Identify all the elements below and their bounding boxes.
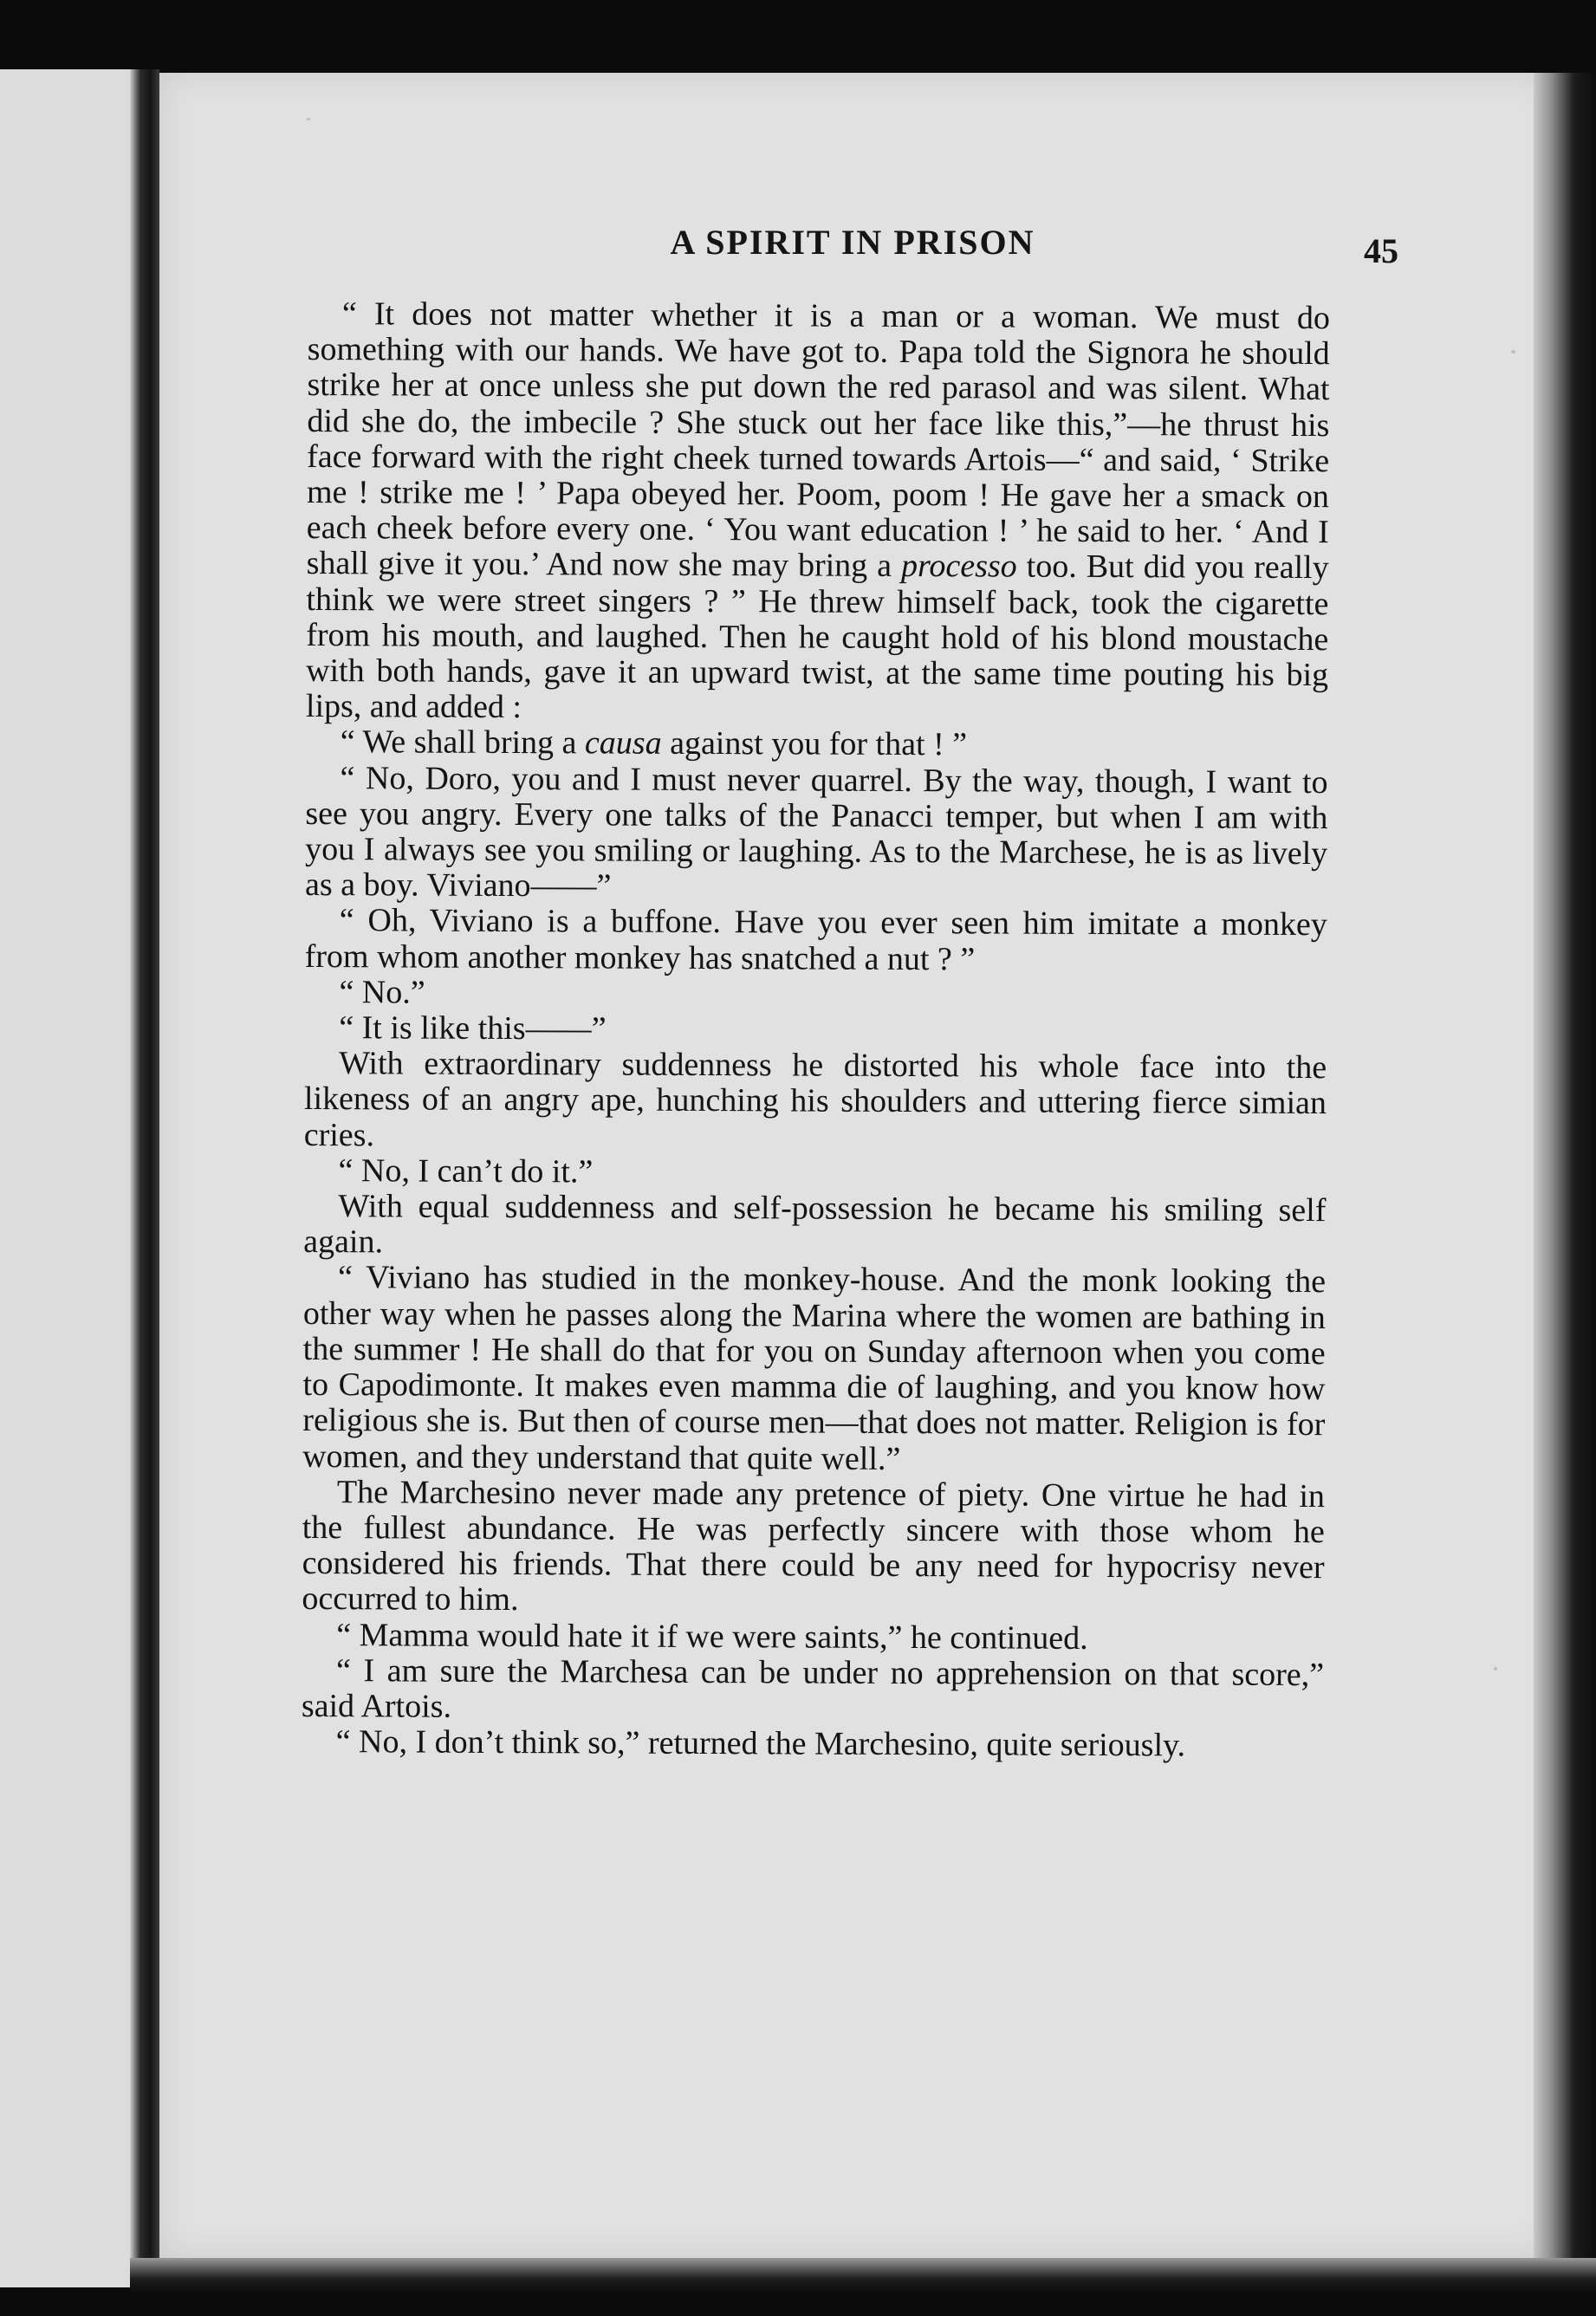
paragraph: “ No, I don’t think so,” returned the Marchesino, quite seriously. [335, 1723, 1186, 1764]
paragraph: “ Oh, Viviano is a buffone. Have you ever seen him imitate a monkey from whom another monkey has snatched a nut ? ” [304, 902, 1327, 978]
paragraph: “ Mamma would hate it if we were saints,” he continued. [336, 1616, 1088, 1657]
paragraph: The Marchesino never made any pretence of piety. One virtue he had in the fullest abundance. He was perfectly sincere with those whom he considered his friends. That there could be any need for hypocrisy never occurred to him. [302, 1473, 1326, 1619]
left-page-edge [0, 69, 149, 2287]
paper-speck [307, 118, 310, 120]
paper-speck [1511, 350, 1515, 354]
paragraph: “ No.” [339, 974, 425, 1011]
page-number: 45 [1364, 231, 1398, 270]
paragraph: “ No, I can’t do it.” [338, 1152, 594, 1190]
paragraph: With equal suddenness and self-possession he became his smiling self again. [303, 1188, 1327, 1261]
bottom-page-edge [130, 2258, 1596, 2293]
paragraph: “ We shall bring a causa against you for that ! ” [340, 723, 968, 763]
paragraph: With extraordinary suddenness he distorted his whole face into the likeness of an angry ape, hunching his shoulders and uttering fierce simian cries. [303, 1045, 1327, 1154]
right-page-edge [1534, 73, 1596, 2291]
book-spine-shadow [130, 69, 159, 2287]
body-text [302, 296, 1330, 1764]
running-header [159, 222, 1554, 274]
paper-speck [1494, 1667, 1497, 1671]
paragraph: “ Viviano has studied in the monkey-house. And the monk looking the other way when he passes along the Marina where the women are bathing in the summer ! He shall do that for you on Sunday afternoon when you come to Capodimonte. It makes even mamma die of laughing, and you know how religious she is. But then of course men—that does not matter. Religion is for women, and they understand that quite well.” [302, 1259, 1327, 1477]
paragraph: “ No, Doro, you and I must never quarrel. By the way, though, I want to see you angry. Every one talks of the Panacci temper, but when I am with you I always see you smiling or laughing. As to the Marchese, he is as lively as a boy. Viviano——” [304, 759, 1328, 905]
paragraph: “ It does not matter whether it is a man or a woman. We must do something with our hands. We have got to. Papa told the Signora he should strike her at once unless she put down the red parasol and was silent. What did she do, the imbecile ? She stuck out her face like this,”—he thrust his face forward with the right cheek turned towards Artois—“ and said, ‘ Strike me ! strike me ! ’ Papa obeyed her. Poom, poom ! He gave her a smack on each cheek before every one. ‘ You want education ! ’ he said to her. ‘ And I shall give it you.’ And now she may bring a processo too. But did you really think we were street singers ? ” He threw himself back, took the cigarette from his mouth, and laughed. Then he caught hold of his blond moustache with both hands, gave it an upward twist, at the same time pouting his big lips, and added : [305, 295, 1330, 726]
paragraph: “ It is like this——” [339, 1009, 607, 1048]
paragraph: “ I am sure the Marchesa can be under no apprehension on that score,” said Artois. [301, 1651, 1325, 1725]
running-title: A SPIRIT IN PRISON [670, 223, 1035, 262]
